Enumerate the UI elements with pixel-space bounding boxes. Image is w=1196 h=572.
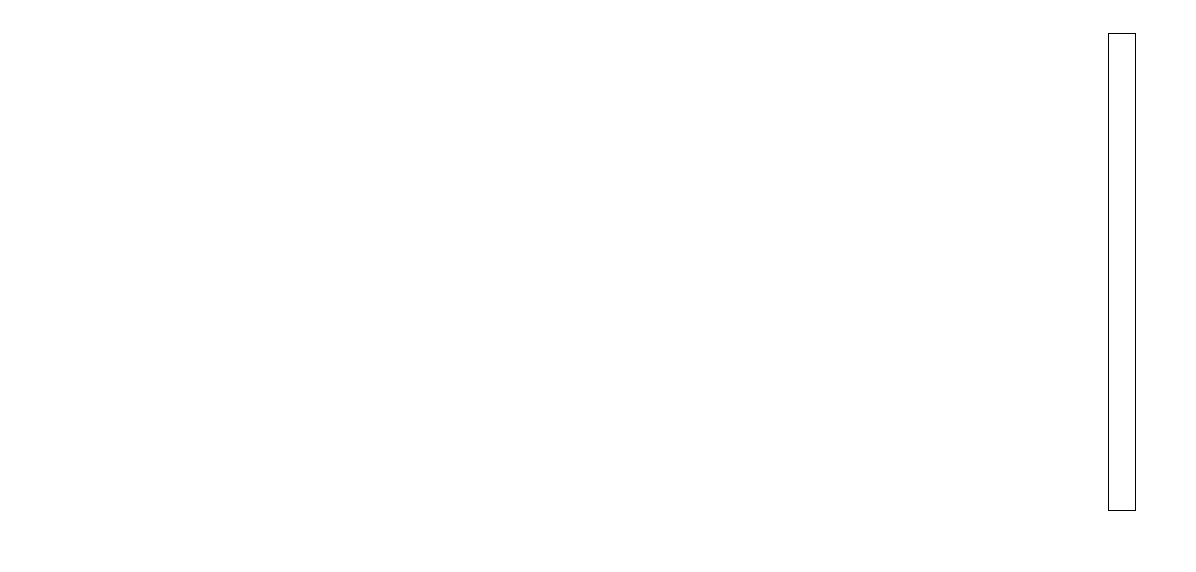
colorbar — [1108, 33, 1136, 511]
